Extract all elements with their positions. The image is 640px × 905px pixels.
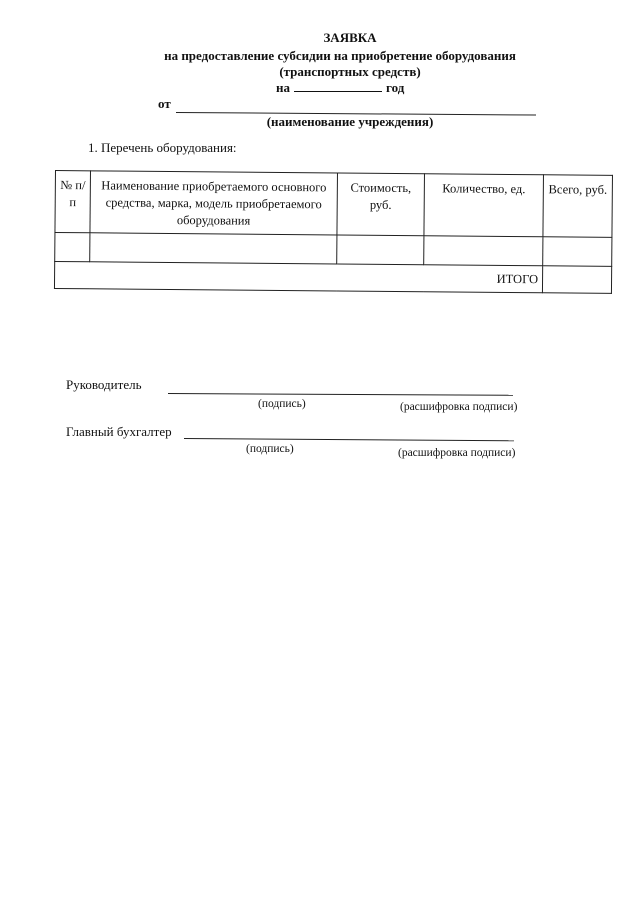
head-signature-line: [168, 393, 513, 396]
total-label: ИТОГО: [54, 262, 542, 293]
year-suffix: год: [386, 80, 405, 95]
from-label: от: [158, 96, 171, 111]
form-subtitle: на предоставление субсидии на приобретение оборудования: [164, 48, 516, 63]
cell-name: [90, 233, 337, 264]
total-row: [54, 262, 611, 294]
section-title: 1. Перечень оборудования:: [88, 140, 237, 155]
cell-quantity: [424, 236, 543, 266]
col-name: Наименование приобретаемого основного средства, марка, модель приобретаемого оборудования: [90, 171, 338, 235]
accountant-decode-caption: (расшифровка подписи): [398, 447, 516, 459]
cell-total: [543, 237, 612, 267]
total-value-cell: [542, 266, 611, 294]
year-prefix: на: [276, 80, 290, 95]
accountant-label: Главный бухгалтер: [66, 424, 172, 439]
equipment-table: [54, 170, 613, 294]
cell-number: [55, 233, 90, 262]
year-blank: [294, 81, 382, 92]
col-total: Всего, руб.: [543, 175, 613, 238]
year-row: [276, 80, 404, 96]
head-signature-caption: (подпись): [258, 398, 306, 410]
col-quantity: Количество, ед.: [424, 174, 544, 237]
table-header-row: [55, 171, 613, 238]
accountant-signature-line: [184, 438, 514, 441]
institution-caption: (наименование учреждения): [266, 114, 434, 129]
form-subtitle-2: (транспортных средств): [279, 64, 421, 79]
head-decode-caption: (расшифровка подписи): [400, 401, 518, 413]
form-title: ЗАЯВКА: [323, 30, 377, 45]
cell-cost: [337, 235, 424, 265]
col-number: № п/п: [55, 171, 91, 233]
head-label: Руководитель: [66, 377, 142, 392]
col-cost: Стоимость, руб.: [337, 173, 425, 236]
accountant-signature-caption: (подпись): [246, 443, 294, 455]
